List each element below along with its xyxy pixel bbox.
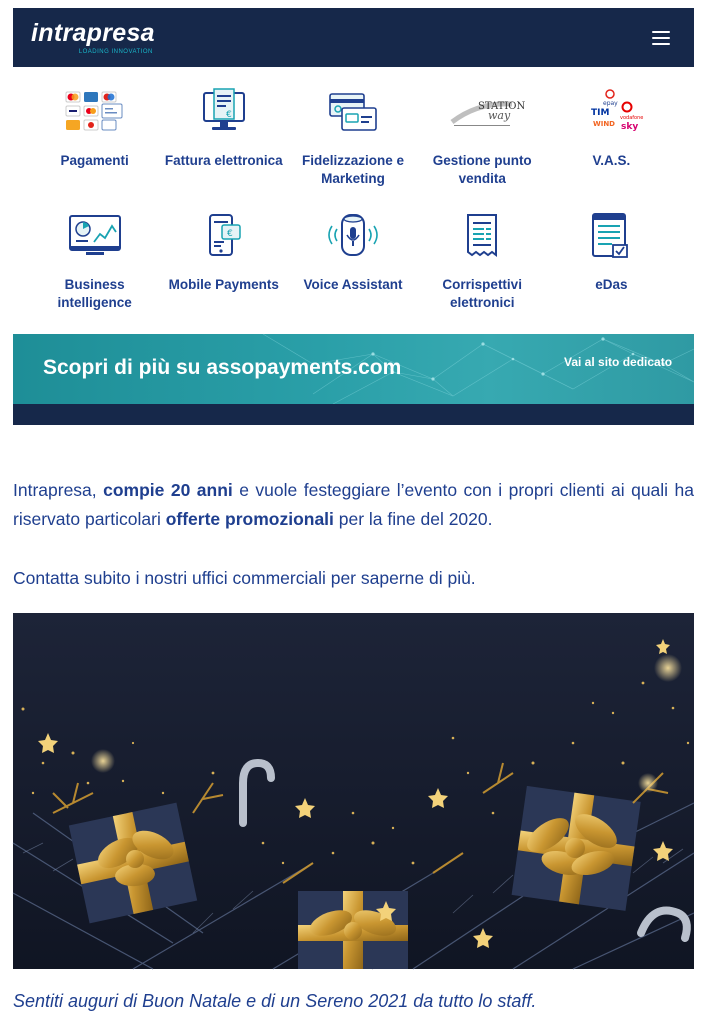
announcement-paragraph [13, 476, 694, 534]
text-run: per la fine del 2020. [333, 509, 493, 529]
service-label: Voice Assistant [303, 277, 403, 292]
payment-cards-icon [60, 86, 130, 138]
service-label: V.A.S. [592, 153, 631, 168]
service-mobile-payments[interactable] [159, 210, 288, 320]
svg-text:TIM: TIM [591, 108, 610, 118]
service-fattura[interactable] [159, 86, 288, 196]
hamburger-icon[interactable] [652, 31, 670, 45]
way-text: way [488, 109, 511, 122]
christmas-gifts-image [13, 613, 694, 969]
checklist-document-icon [576, 210, 646, 262]
smart-speaker-icon [318, 210, 388, 262]
vas-brands-icon [576, 86, 646, 138]
station-way-logo [447, 86, 526, 138]
closing-greeting: Sentiti auguri di Buon Natale e di un Sereno 2021 da tutto lo staff. [13, 991, 537, 1011]
service-pagamenti[interactable] [30, 86, 159, 196]
site-header [13, 8, 694, 67]
mobile-payment-icon [189, 210, 259, 262]
service-label: Pagamenti [60, 153, 129, 168]
assopayments-banner[interactable] [13, 334, 694, 404]
contact-paragraph: Contatta subito i nostri uffici commerciali per saperne di più. [13, 568, 476, 588]
svg-text:sky: sky [621, 122, 639, 132]
text-run-bold: offerte promozionali [165, 509, 334, 529]
invoice-monitor-icon [189, 86, 259, 138]
svg-text:epay: epay [603, 100, 619, 107]
logo-text: intrapresa [31, 18, 155, 47]
loyalty-cards-icon [318, 86, 388, 138]
service-label: Business intelligence [57, 277, 132, 310]
service-corrispettivi[interactable] [418, 210, 547, 320]
service-business-intelligence[interactable] [30, 210, 159, 320]
banner-bottom-band [13, 404, 694, 425]
svg-text:vodafone: vodafone [620, 115, 644, 121]
station-text: STATION [478, 101, 526, 112]
svg-text:WIND: WIND [593, 120, 616, 128]
banner-title: Scopri di più su assopayments.com [43, 356, 402, 379]
text-run: Intrapresa, [13, 480, 104, 500]
service-label: Fattura elettronica [164, 153, 283, 168]
service-label: Fidelizzazione e Marketing [301, 153, 404, 186]
service-label: Gestione punto vendita [432, 153, 532, 186]
service-fidelizzazione[interactable] [288, 86, 417, 196]
service-label: Corrispettivi elettronici [442, 277, 522, 310]
intrapresa-logo[interactable] [31, 18, 155, 55]
text-run: e vuole festeggiare l’evento con i propri clienti ai quali ha riservato particolari [13, 480, 694, 529]
receipt-icon [447, 210, 517, 262]
svg-text:€: € [226, 229, 233, 239]
service-gestione[interactable] [418, 86, 547, 196]
banner-link[interactable]: Vai al sito dedicato [564, 355, 673, 369]
logo-tagline: LOADING INNOVATION [78, 48, 153, 55]
services-grid [30, 86, 676, 320]
service-label: eDas [595, 277, 628, 292]
text-run-bold: compie 20 anni [103, 480, 233, 500]
service-label: Mobile Payments [168, 277, 279, 292]
service-voice-assistant[interactable] [288, 210, 417, 320]
service-vas[interactable] [547, 86, 676, 196]
svg-text:€: € [225, 110, 232, 120]
service-edas[interactable] [547, 210, 676, 320]
analytics-chart-icon [60, 210, 130, 262]
